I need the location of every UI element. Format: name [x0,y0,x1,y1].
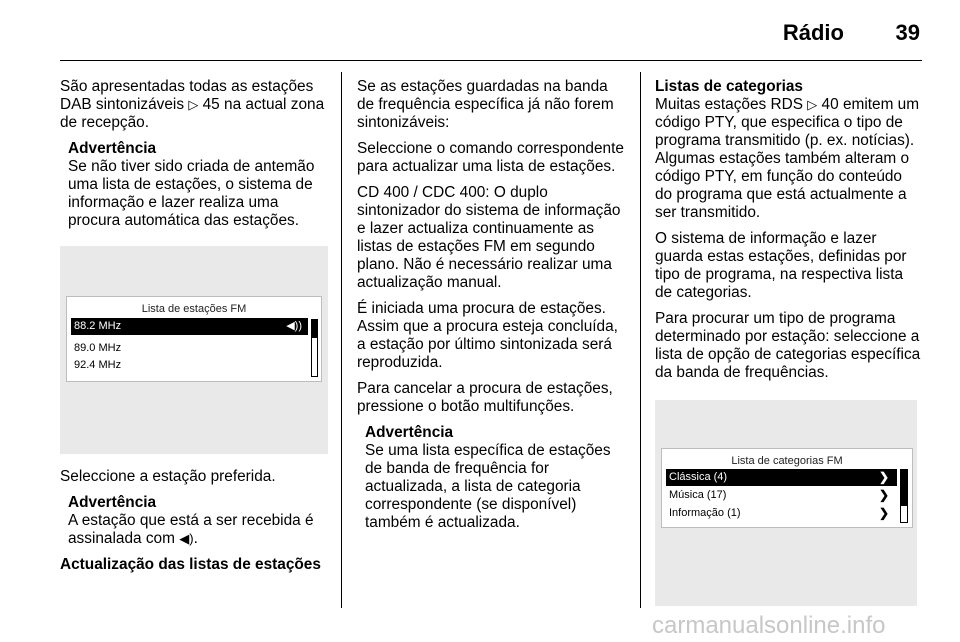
screen-title: Lista de estações FM [141,303,247,315]
page-ref-arrow-icon: ▷ [807,97,818,112]
note-text: Se não tiver sido criada de antemão uma lista de estações, o sistema de informação e lazer realiza uma procura automática das estações. [68,158,315,229]
list-item[interactable]: Clássica (4) ❯ [666,469,897,486]
scrollbar-thumb[interactable] [312,320,317,338]
note-text: Se uma lista específica de estações de banda de frequência for actualizada, a lista de categoria correspondente (se disponível) também é actualizada. [365,442,611,531]
list-item[interactable]: 89.0 MHz [74,342,122,354]
fm-category-list-screenshot [655,400,917,606]
fm-category-list-screen [661,448,913,528]
paragraph: São apresentadas todas as estações DAB sintonizáveis ▷ 45 na actual zona de recepção. [60,78,325,131]
note-box [68,494,328,548]
list-item[interactable]: 88.2 MHz ◀)) [71,318,308,335]
page-title: Rádio [782,20,844,45]
note-title: Advertência [68,494,157,511]
chevron-right-icon: ❯ [878,506,889,520]
paragraph: É iniciada uma procura de estações. Assim que a procura esteja concluída, a estação por último sintonizada será reproduzida. [357,300,618,371]
section-heading: Listas de categorias [655,78,803,95]
paragraph: Se as estações guardadas na banda de frequência específica já não forem sintonizáveis: [357,78,614,131]
note-box [365,424,627,532]
chevron-right-icon: ❯ [878,470,889,484]
scrollbar[interactable] [311,319,318,377]
watermark: carmanualsonline.info [652,612,886,639]
fm-station-list-screenshot [60,246,328,454]
scrollbar-thumb[interactable] [901,470,907,506]
paragraph: Seleccione o comando correspondente para actualizar uma lista de estações. [357,140,624,175]
section-heading: Actualização das listas de estações [60,556,321,573]
column-1 [60,78,328,574]
fm-station-list-screen [66,296,322,382]
note-title: Advertência [365,424,454,441]
page-ref[interactable]: 40 [821,96,839,113]
chevron-right-icon: ❯ [878,488,889,502]
page-ref-arrow-icon: ▷ [188,97,199,112]
column-2 [357,78,627,540]
column-3 [655,78,923,620]
list-item[interactable]: Informação (1) ❯ [669,506,889,520]
paragraph: CD 400 / CDC 400: O duplo sintonizador do sistema de informação e lazer actualiza continuamente as listas de estações FM em segundo plano. Não é necessário realizar uma actualização manual. [357,184,621,291]
note-title: Advertência [68,140,157,157]
paragraph: Muitas estações RDS ▷ 40 emitem um código PTY, que especifica o tipo de programa transmitido (p. ex. notícias). Algumas estações também alteram o código PTY, em função do conteúdo do programa que está actualmente a ser transmitido. [655,96,920,221]
page-header [60,14,922,61]
note-box [68,140,328,230]
note-text: A estação que está a ser recebida é assinalada com ◀). [68,512,314,547]
speaker-icon: ◀) [179,531,194,546]
column-divider [640,72,641,608]
paragraph: Seleccione a estação preferida. [60,468,276,485]
list-item[interactable]: 92.4 MHz [74,359,122,371]
page-ref[interactable]: 45 [202,96,220,113]
paragraph: Para procurar um tipo de programa determinado por estação: seleccione a lista de opção de categorias específica da banda de frequências. [655,310,921,381]
paragraph: O sistema de informação e lazer guarda estas estações, definidas por tipo de programa, na respectiva lista de categorias. [655,230,907,301]
scrollbar[interactable] [900,469,908,523]
column-divider [341,72,342,608]
page-number: 39 [895,20,920,45]
speaker-icon: ◀)) [286,320,302,332]
list-item[interactable]: Música (17) ❯ [669,488,889,502]
screen-title: Lista de categorias FM [731,455,843,467]
paragraph: Para cancelar a procura de estações, pressione o botão multifunções. [357,380,613,415]
